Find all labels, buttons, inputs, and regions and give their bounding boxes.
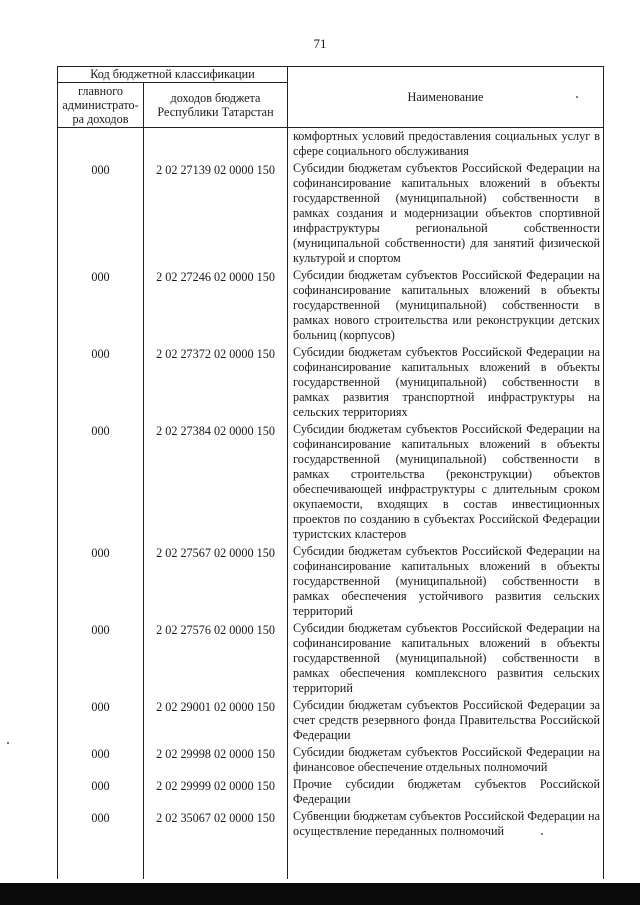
scan-edge-bar <box>0 883 640 905</box>
table-row <box>58 422 604 544</box>
table-row <box>58 777 604 809</box>
admin-cell: 000 <box>58 161 144 268</box>
scan-speck <box>541 833 543 835</box>
admin-cell: 000 <box>58 544 144 621</box>
header-main-administrator: главного администрато-ра доходов <box>58 83 144 128</box>
name-cell: комфортных условий предоставления социальных услуг в сфере социального обслуживания <box>288 128 604 162</box>
name-cell: Субсидии бюджетам субъектов Российской Федерации на софинансирование капитальных вложений в объекты государственной (муниципальной) собственности в рамках обеспечения устойчивого развития сельских территорий <box>288 544 604 621</box>
admin-cell: 000 <box>58 809 144 879</box>
admin-cell <box>58 128 144 162</box>
table-row <box>58 745 604 777</box>
code-cell: 2 02 29998 02 0000 150 <box>144 745 288 777</box>
table-row <box>58 268 604 345</box>
table-row <box>58 698 604 745</box>
code-cell: 2 02 29999 02 0000 150 <box>144 777 288 809</box>
code-cell <box>144 128 288 162</box>
name-cell: Субсидии бюджетам субъектов Российской Федерации на софинансирование капитальных вложений в объекты государственной (муниципальной) собственности в рамках создания и модернизации объектов спортивной инфраструктуры региональной собственности (муниципальной собственности) для занятий физической культурой и спортом <box>288 161 604 268</box>
table-row <box>58 161 604 268</box>
scan-speck <box>7 742 9 744</box>
table-body <box>58 128 604 880</box>
table-header <box>58 67 604 128</box>
code-cell: 2 02 27139 02 0000 150 <box>144 161 288 268</box>
name-cell: Субсидии бюджетам субъектов Российской Федерации за счет средств резервного фонда Правительства Российской Федерации <box>288 698 604 745</box>
scan-speck <box>576 96 578 98</box>
admin-cell: 000 <box>58 422 144 544</box>
admin-cell: 000 <box>58 698 144 745</box>
admin-cell: 000 <box>58 745 144 777</box>
name-cell: Субсидии бюджетам субъектов Российской Федерации на софинансирование капитальных вложений в объекты государственной (муниципальной) собственности в рамках развития транспортной инфраструктуры на сельских территориях <box>288 345 604 422</box>
name-cell: Субсидии бюджетам субъектов Российской Федерации на финансовое обеспечение отдельных полномочий <box>288 745 604 777</box>
name-cell: Прочие субсидии бюджетам субъектов Российской Федерации <box>288 777 604 809</box>
header-classification-code: Код бюджетной классификации <box>58 67 288 83</box>
name-cell: Субвенции бюджетам субъектов Российской Федерации на осуществление переданных полномочий <box>288 809 604 879</box>
header-budget-income: доходов бюджета Республики Татарстан <box>144 83 288 128</box>
code-cell: 2 02 27384 02 0000 150 <box>144 422 288 544</box>
code-cell: 2 02 29001 02 0000 150 <box>144 698 288 745</box>
code-cell: 2 02 27372 02 0000 150 <box>144 345 288 422</box>
admin-cell: 000 <box>58 621 144 698</box>
budget-classification-table <box>57 66 604 879</box>
name-cell: Субсидии бюджетам субъектов Российской Федерации на софинансирование капитальных вложений в объекты государственной (муниципальной) собственности в рамках нового строительства или реконструкции детских больниц (корпусов) <box>288 268 604 345</box>
table-row <box>58 345 604 422</box>
table-row <box>58 621 604 698</box>
table-row-continuation <box>58 128 604 162</box>
code-cell: 2 02 35067 02 0000 150 <box>144 809 288 879</box>
name-cell: Субсидии бюджетам субъектов Российской Федерации на софинансирование капитальных вложений в объекты государственной (муниципальной) собственности в рамках строительства (реконструкции) объектов обеспечивающей инфраструктуры с длительным сроком окупаемости, входящих в состав инвестиционных проектов по созданию в субъектах Российской Федерации туристских кластеров <box>288 422 604 544</box>
table-row <box>58 544 604 621</box>
code-cell: 2 02 27246 02 0000 150 <box>144 268 288 345</box>
code-cell: 2 02 27576 02 0000 150 <box>144 621 288 698</box>
table-row <box>58 809 604 879</box>
admin-cell: 000 <box>58 345 144 422</box>
admin-cell: 000 <box>58 777 144 809</box>
page-number: 71 <box>313 36 327 51</box>
name-cell: Субсидии бюджетам субъектов Российской Федерации на софинансирование капитальных вложений в объекты государственной (муниципальной) собственности в рамках обеспечения комплексного развития сельских территорий <box>288 621 604 698</box>
code-cell: 2 02 27567 02 0000 150 <box>144 544 288 621</box>
admin-cell: 000 <box>58 268 144 345</box>
header-name: Наименование <box>288 67 604 128</box>
